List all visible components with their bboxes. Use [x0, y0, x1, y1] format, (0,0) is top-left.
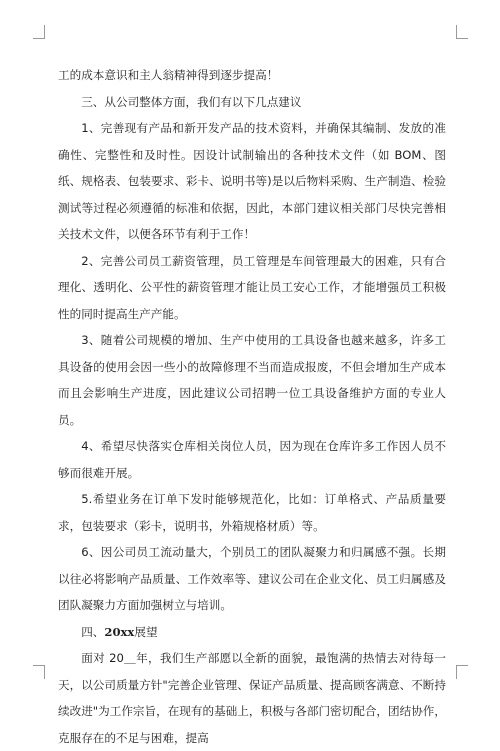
crop-mark-top-left — [33, 25, 45, 39]
paragraph-suggestion-4: 4、希望尽快落实仓库相关岗位人员，因为现在仓库许多工作因人员不够而很难开展。 — [58, 439, 446, 480]
section-heading-4-suffix: 展望 — [134, 624, 158, 639]
paragraph-suggestion-1: 1、完善现有产品和新开发产品的技术资料，并确保其编制、发放的准确性、完整性和及时性。因设计试制输出的各种技术文件（如 BOM、图纸、规格表、包装要求、彩卡、说明书等)是以后物料采购、生产制造、检验测试等过程必须遵循的标准和依据，因此，本部门建议相关部门尽快完善相关技术文件，以便各环节有利于工作！ — [58, 121, 446, 241]
crop-mark-top-right — [456, 25, 468, 39]
paragraph-suggestion-2: 2、完善公司员工薪资管理，员工管理是车间管理最大的困难，只有合理化、透明化、公平性的薪资管理才能让员工安心工作，才能增强员工积极性的同时提高生产产能。 — [58, 253, 446, 321]
paragraph-suggestion-6: 6、因公司员工流动量大，个别员工的团队凝聚力和归属感不强。长期以往必将影响产品质量、工作效率等、建议公司在企业文化、员工归属感及团队凝聚力方面加强树立与培训。 — [58, 545, 446, 612]
section-heading-3: 三、从公司整体方面，我们有以下几点建议 — [81, 94, 302, 109]
section-heading-4-year: 20xx — [104, 624, 135, 639]
section-heading-4 — [58, 619, 446, 646]
paragraph-continuation: 工的成本意识和主人翁精神得到逐步提高！ — [58, 68, 279, 82]
paragraph-suggestion-5: 5.希望业务在订单下发时能够规范化，比如：订单格式、产品质量要求，包装要求（彩卡，说明书，外箱规格材质）等。 — [58, 492, 446, 533]
section-heading-4-prefix: 四、 — [81, 624, 105, 639]
crop-mark-bottom-left — [33, 665, 45, 679]
paragraph-outlook: 面对 20＿年，我们生产部愿以全新的面貌，最饱满的热情去对待每一天，以公司质量方针"完善企业管理、保证产品质量、提高顾客满意、不断持续改进"为工作宗旨，在现有的基础上，积极与各部门密切配合，团结协作，克服存在的不足与困难，提高 — [58, 651, 446, 745]
crop-mark-bottom-right — [456, 665, 468, 679]
document-page — [58, 62, 446, 751]
paragraph-suggestion-3: 3、随着公司规模的增加、生产中使用的工具设备也越来越多，许多工具设备的使用会因一些小的故障修理不当而造成报废，不但会增加生产成本而且会影响生产进度，因此建议公司招聘一位工具设备维护方面的专业人员。 — [58, 333, 446, 427]
